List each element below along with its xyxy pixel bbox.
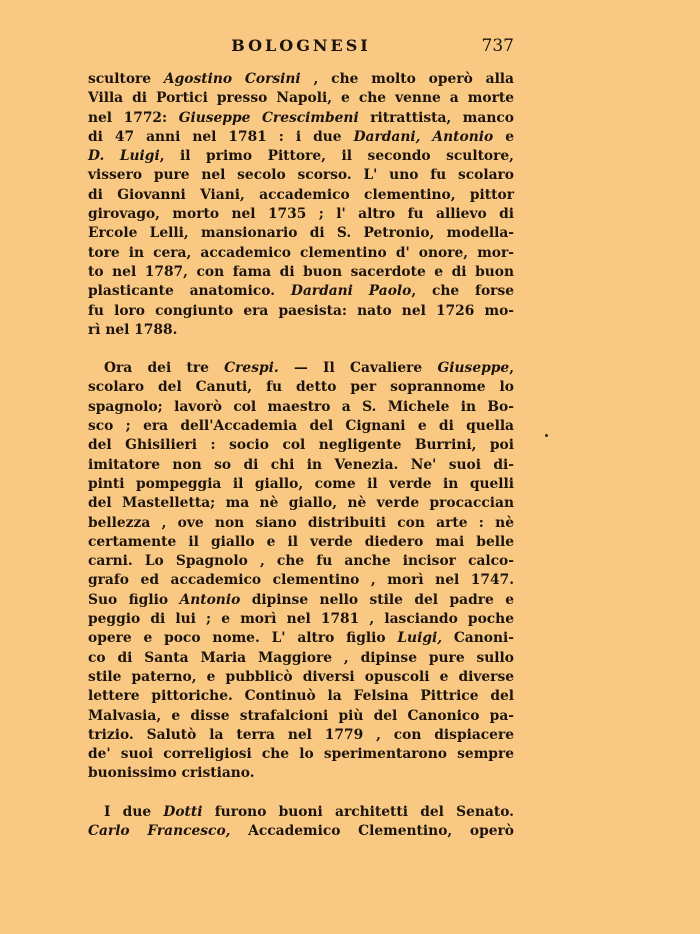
- text-line: [88, 205, 514, 224]
- text-run: peggio di lui ; e morì nel 1781 , lasciando poche: [88, 611, 514, 628]
- italic-name: Antonio: [179, 591, 241, 608]
- text-run: pinti pompeggia il giallo, come il verde in quelli: [88, 475, 514, 492]
- text-run: di 47 anni nel 1781 : i due: [88, 128, 354, 145]
- paragraph-gap: [88, 340, 514, 359]
- text-line: [88, 610, 514, 629]
- text-run: scolaro del Canuti, fu detto per soprannome lo: [88, 379, 514, 396]
- text-run: di Giovanni Viani, accademico clementino, pittor: [88, 186, 514, 203]
- text-line: [88, 244, 514, 263]
- text-run: ritrattista, manco: [358, 109, 514, 126]
- text-run: ,: [509, 360, 514, 377]
- text-run: Villa di Portici presso Napoli, e che venne a morte: [88, 90, 514, 107]
- text-line: [88, 571, 514, 590]
- text-line: [88, 302, 514, 321]
- text-line: [88, 822, 514, 841]
- text-run: stile paterno, e pubblicò diversi opuscoli e diverse: [88, 668, 514, 685]
- italic-name: Luigi,: [397, 630, 443, 647]
- text-line: [88, 726, 514, 745]
- text-run: e: [493, 128, 514, 145]
- text-run: bellezza , ove non siano distribuiti con arte : nè: [88, 514, 514, 531]
- page-number: 737: [481, 36, 514, 56]
- text-line: [88, 591, 514, 610]
- text-line: [88, 378, 514, 397]
- text-run: opere e poco nome. L' altro figlio: [88, 630, 398, 647]
- text-line: [88, 764, 514, 783]
- text-line: [88, 109, 514, 128]
- text-line: [88, 803, 514, 822]
- text-run: I due: [104, 803, 164, 820]
- text-run: de' suoi correligiosi che lo sperimentarono sempre: [88, 746, 514, 763]
- text-line: [88, 70, 514, 89]
- text-run: carni. Lo Spagnolo , che fu anche incisor calco-: [88, 553, 514, 570]
- text-run: to nel 1787, con fama di buon sacerdote e di buon: [88, 263, 514, 280]
- text-run: del Mastelletta; ma nè giallo, nè verde procaccian: [88, 495, 514, 512]
- running-title: BOLOGNESI: [231, 36, 371, 55]
- page-header: [88, 36, 514, 58]
- italic-name: D. Luigi: [88, 148, 160, 165]
- paragraph: [88, 803, 514, 842]
- text-line: [88, 494, 514, 513]
- paragraph-gap: [88, 784, 514, 803]
- text-run: scultore: [88, 71, 164, 87]
- text-line: [88, 687, 514, 706]
- text-line: [88, 398, 514, 417]
- text-run: fu loro congiunto era paesista: nato nel 1726 mo-: [88, 302, 514, 319]
- italic-name: Dotti: [163, 803, 203, 820]
- text-line: [88, 475, 514, 494]
- text-run: grafo ed accademico clementino , morì nel 1747.: [88, 572, 514, 589]
- text-line: [88, 147, 514, 166]
- text-run: trizio. Salutò la terra nel 1779 , con dispiacere: [88, 726, 514, 743]
- text-line: [88, 649, 514, 668]
- text-line: [88, 629, 514, 648]
- text-run: nel 1772:: [88, 109, 179, 126]
- text-line: [88, 552, 514, 571]
- text-line: [88, 186, 514, 205]
- text-line: [88, 456, 514, 475]
- text-line: [88, 436, 514, 455]
- body-text: [88, 70, 514, 841]
- text-run: Ora dei tre: [104, 360, 225, 377]
- text-line: [88, 128, 514, 147]
- paragraph: [88, 70, 514, 340]
- text-run: girovago, morto nel 1735 ; l' altro fu allievo di: [88, 206, 514, 223]
- text-line: [88, 745, 514, 764]
- text-line: [88, 514, 514, 533]
- text-run: , che molto operò alla: [300, 71, 514, 87]
- text-run: certamente il giallo e il verde diedero mai belle: [88, 533, 514, 550]
- text-run: plasticante anatomico.: [88, 283, 291, 300]
- text-run: spagnolo; lavorò col maestro a S. Michele in Bo-: [88, 398, 514, 415]
- text-run: dipinse nello stile del padre e: [240, 591, 514, 608]
- text-run: tore in cera, accademico clementino d' onore, mor-: [88, 244, 514, 261]
- text-line: [88, 707, 514, 726]
- italic-name: Crespi.: [224, 360, 279, 377]
- paragraph: [88, 359, 514, 784]
- italic-name: Dardani, Antonio: [353, 128, 494, 145]
- text-line: [88, 321, 514, 340]
- italic-name: Giuseppe Crescimbeni: [178, 109, 359, 126]
- text-run: Accademico Clementino, operò: [230, 822, 514, 839]
- text-run: furono buoni architetti del Senato.: [202, 803, 514, 820]
- text-line: [88, 668, 514, 687]
- text-line: [88, 166, 514, 185]
- text-line: [88, 263, 514, 282]
- italic-name: Carlo Francesco,: [88, 822, 231, 839]
- text-run: , il primo Pittore, il secondo scultore,: [159, 148, 514, 165]
- ink-speck: [545, 434, 548, 437]
- text-run: Suo figlio: [88, 591, 180, 608]
- text-line: [88, 89, 514, 108]
- text-run: lettere pittoriche. Continuò la Felsina Pittrice del: [88, 688, 514, 705]
- text-line: [88, 417, 514, 436]
- text-line: [88, 224, 514, 243]
- text-run: Malvasia, e disse strafalcioni più del Canonico pa-: [88, 707, 514, 724]
- text-run: , che forse: [411, 283, 514, 300]
- text-line: [88, 359, 514, 378]
- text-run: vissero pure nel secolo scorso. L' uno fu scolaro: [88, 167, 514, 184]
- text-run: Ercole Lelli, mansionario di S. Petronio, modella-: [88, 225, 514, 242]
- text-run: buonissimo cristiano.: [88, 765, 255, 782]
- italic-name: Agostino Corsini: [163, 71, 301, 87]
- text-run: Canoni-: [442, 630, 514, 647]
- text-run: co di Santa Maria Maggiore , dipinse pure sullo: [88, 649, 514, 666]
- text-run: imitatore non so di chi in Venezia. Ne' suoi di-: [88, 456, 514, 473]
- text-run: rì nel 1788.: [88, 321, 178, 338]
- text-run: sco ; era dell'Accademia del Cignani e di quella: [88, 418, 514, 435]
- text-line: [88, 282, 514, 301]
- text-run: — Il Cavaliere: [278, 360, 438, 377]
- italic-name: Giuseppe: [437, 360, 510, 377]
- text-run: del Ghisilieri : socio col negligente Burrini, poi: [88, 437, 514, 454]
- text-line: [88, 533, 514, 552]
- italic-name: Dardani Paolo: [290, 283, 412, 300]
